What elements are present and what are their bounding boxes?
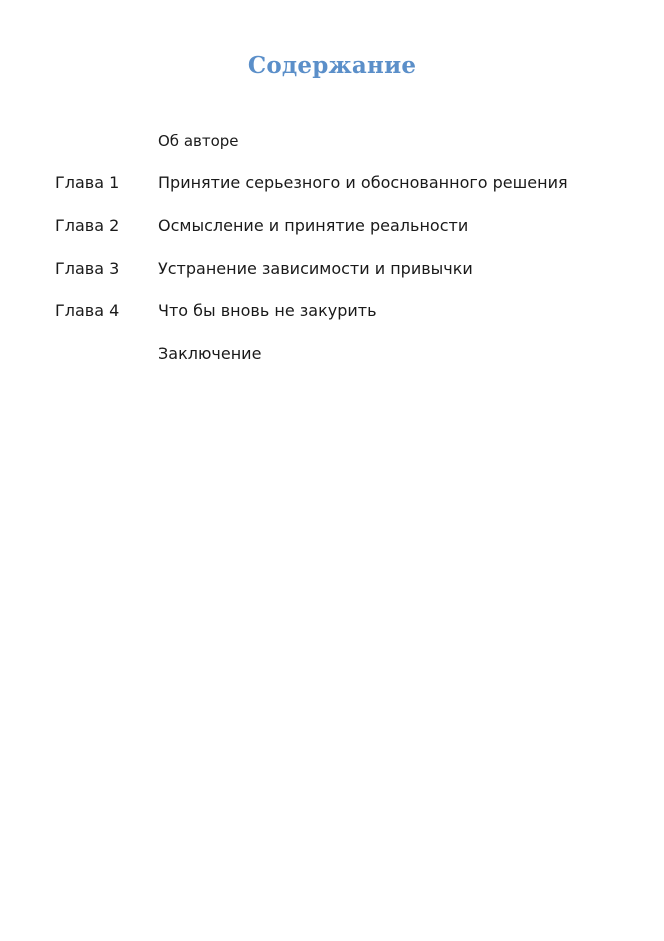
toc-entry-text: Принятие серьезного и обоснованного решения	[158, 173, 568, 192]
toc-entry-text: Осмысление и принятие реальности	[158, 216, 469, 235]
toc-chapter-label: Глава 1	[55, 173, 120, 192]
toc-entry-text: Заключение	[158, 344, 262, 363]
toc-chapter-label: Глава 4	[55, 301, 120, 320]
toc-entry-conclusion	[0, 342, 664, 366]
page-title: Содержание	[247, 52, 417, 79]
toc-chapter-label: Глава 3	[55, 259, 120, 278]
toc-entry-about-author	[0, 129, 664, 153]
toc-entry-text: Устранение зависимости и привычки	[158, 259, 473, 278]
toc-entry-chapter-4	[0, 299, 664, 323]
toc-entry-text: Об авторе	[158, 132, 239, 150]
toc-chapter-label: Глава 2	[55, 216, 120, 235]
toc-entry-text: Что бы вновь не закурить	[158, 301, 377, 320]
toc-entry-chapter-3	[0, 257, 664, 281]
toc-entry-chapter-1	[0, 171, 664, 195]
toc-entry-chapter-2	[0, 214, 664, 238]
